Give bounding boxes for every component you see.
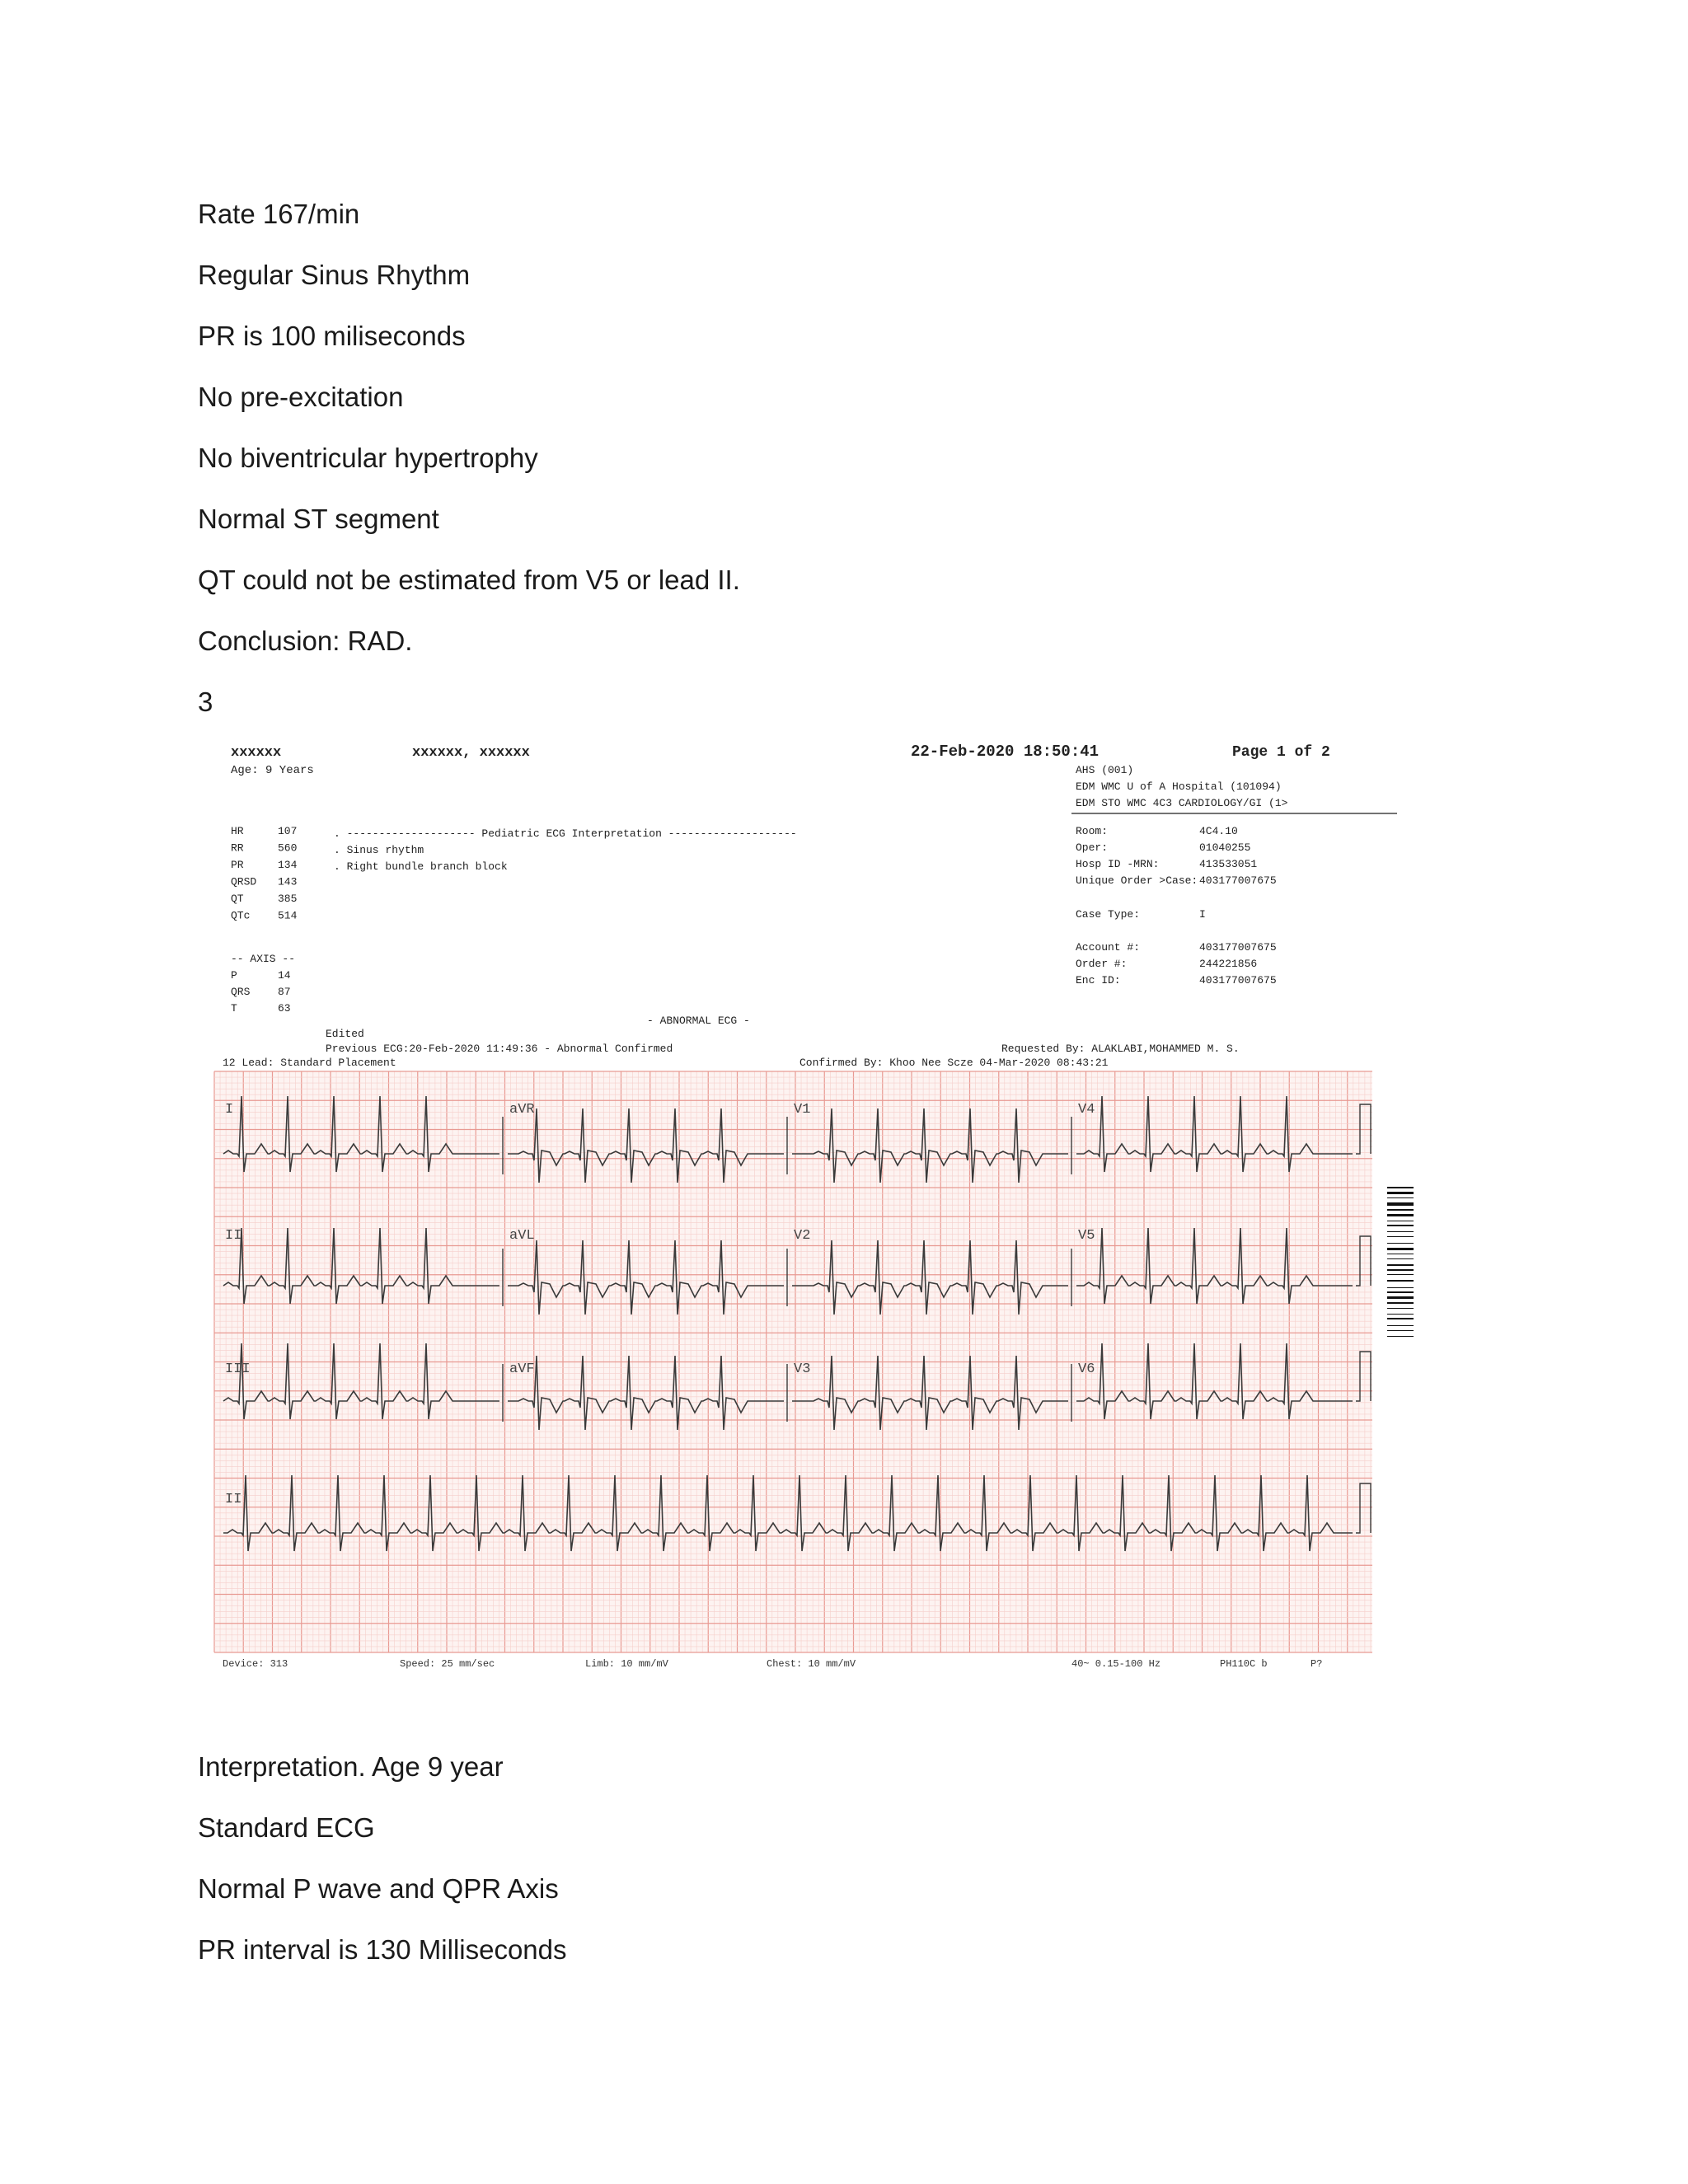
order-info-label: Enc ID:: [1076, 974, 1121, 987]
ecg-measurements: [231, 825, 298, 922]
ecg-site-line: EDM WMC U of A Hospital (101094): [1076, 780, 1282, 793]
ecg-lead-placement: 12 Lead: Standard Placement: [223, 1057, 396, 1069]
order-info-label: Unique Order >Case:: [1076, 874, 1198, 887]
measurement-label: QRSD: [231, 875, 257, 888]
lead-label: II: [225, 1228, 242, 1244]
lead-label: I: [225, 1102, 234, 1118]
ecg-footer-item: Speed: 25 mm/sec: [400, 1658, 495, 1669]
order-info-value: 413533051: [1199, 858, 1258, 870]
lead-label: aVR: [509, 1102, 535, 1118]
measurement-label: RR: [231, 841, 244, 855]
ecg-interpretation-line: . Sinus rhythm: [334, 844, 424, 856]
lead-label: V2: [794, 1228, 811, 1244]
order-info-label: Account #:: [1076, 941, 1141, 954]
order-info-label: Order #:: [1076, 958, 1128, 970]
ecg-age: Age: 9 Years: [231, 764, 314, 777]
ecg-previous: Previous ECG:20-Feb-2020 11:49:36 - Abnormal Confirmed: [326, 1043, 673, 1055]
note-standard-ecg: Standard ECG: [198, 1812, 375, 1843]
order-info-label: Room:: [1076, 825, 1109, 837]
ecg-site-line: EDM STO WMC 4C3 CARDIOLOGY/GI (1>: [1076, 797, 1288, 809]
measurement-label: QT: [231, 893, 244, 905]
measurement-label: HR: [231, 825, 244, 837]
ecg-interpretation-line: . Right bundle branch block: [334, 860, 508, 873]
note-conclusion: Conclusion: RAD.: [198, 626, 413, 656]
ecg-edited: Edited: [326, 1028, 364, 1040]
note-interpretation-age: Interpretation. Age 9 year: [198, 1751, 504, 1782]
ecg-footer-item: Limb: 10 mm/mV: [585, 1658, 668, 1669]
axis-value: 14: [278, 969, 291, 982]
ecg-axis-header: -- AXIS --: [231, 953, 296, 965]
measurement-value: 134: [278, 859, 298, 871]
ecg-patient-name: xxxxxx: [231, 745, 282, 761]
lead-label: aVL: [509, 1228, 535, 1244]
order-info-value: 01040255: [1199, 841, 1251, 854]
lead-label: V5: [1078, 1228, 1095, 1244]
measurement-label: QTc: [231, 909, 251, 922]
lead-label: V4: [1078, 1102, 1095, 1118]
note-pr: PR is 100 miliseconds: [198, 321, 466, 351]
order-info-value: 403177007675: [1199, 974, 1277, 987]
note-axis: Normal P wave and QPR Axis: [198, 1873, 559, 1904]
ecg-footer-item: PH110C b: [1220, 1658, 1268, 1669]
ecg-abnormal-label: - ABNORMAL ECG -: [647, 1015, 750, 1027]
ecg-printout: [210, 738, 1414, 1669]
measurement-value: 385: [278, 893, 298, 905]
ecg-requested-by: Requested By: ALAKLABI,MOHAMMED M. S.: [1001, 1043, 1240, 1055]
ecg-footer-item: Chest: 10 mm/mV: [767, 1658, 856, 1669]
ecg-datetime: 22-Feb-2020 18:50:41: [911, 743, 1100, 761]
ecg-site-line: AHS (001): [1076, 764, 1134, 776]
note-number: 3: [198, 687, 213, 717]
axis-label: QRS: [231, 986, 251, 998]
ecg-confirmed-by: Confirmed By: Khoo Nee Scze 04-Mar-2020 08:43:21: [799, 1057, 1109, 1069]
ecg-page-number: Page 1 of 2: [1232, 744, 1330, 761]
order-info-value: 244221856: [1199, 958, 1258, 970]
order-info-value: 403177007675: [1199, 941, 1277, 954]
ecg-footer-item: Device: 313: [223, 1658, 288, 1669]
ecg-footer-item: 40~ 0.15-100 Hz: [1071, 1658, 1161, 1669]
note-hypertrophy: No biventricular hypertrophy: [198, 443, 538, 473]
ecg-interpretation-header: . -------------------- Pediatric ECG Interpretation --------------------: [334, 827, 797, 840]
note-pr-interval: PR interval is 130 Milliseconds: [198, 1934, 567, 1965]
order-info-label: Case Type:: [1076, 908, 1141, 921]
lead-label: V6: [1078, 1361, 1095, 1377]
measurement-label: PR: [231, 859, 244, 871]
axis-label: P: [231, 969, 237, 982]
measurement-value: 514: [278, 909, 298, 922]
measurement-value: 143: [278, 875, 298, 888]
note-st-segment: Normal ST segment: [198, 504, 439, 534]
ecg-footer-item: P?: [1311, 1658, 1323, 1669]
axis-value: 63: [278, 1002, 291, 1015]
barcode: [1387, 1187, 1414, 1337]
ecg-axis-values: [231, 969, 291, 1015]
note-qt: QT could not be estimated from V5 or lead II.: [198, 565, 740, 595]
measurement-value: 107: [278, 825, 298, 837]
note-preexcitation: No pre-excitation: [198, 382, 404, 412]
lead-label: V3: [794, 1361, 811, 1377]
order-info-label: Oper:: [1076, 841, 1109, 854]
order-info-value: I: [1199, 908, 1206, 921]
order-info-value: 403177007675: [1199, 874, 1277, 887]
axis-label: T: [231, 1002, 237, 1015]
lead-label: V1: [794, 1102, 811, 1118]
note-rate: Rate 167/min: [198, 199, 360, 229]
axis-value: 87: [278, 986, 291, 998]
note-rhythm: Regular Sinus Rhythm: [198, 260, 471, 290]
ecg-footer: [223, 1658, 1322, 1669]
measurement-value: 560: [278, 841, 298, 855]
lead-label: III: [225, 1361, 251, 1377]
ecg-order-info: [1076, 825, 1277, 987]
order-info-value: 4C4.10: [1199, 825, 1238, 837]
lead-label: aVF: [509, 1361, 535, 1377]
lead-label: II: [225, 1492, 242, 1507]
order-info-label: Hosp ID -MRN:: [1076, 858, 1160, 870]
ecg-patient-name-full: xxxxxx, xxxxxx: [412, 745, 530, 761]
